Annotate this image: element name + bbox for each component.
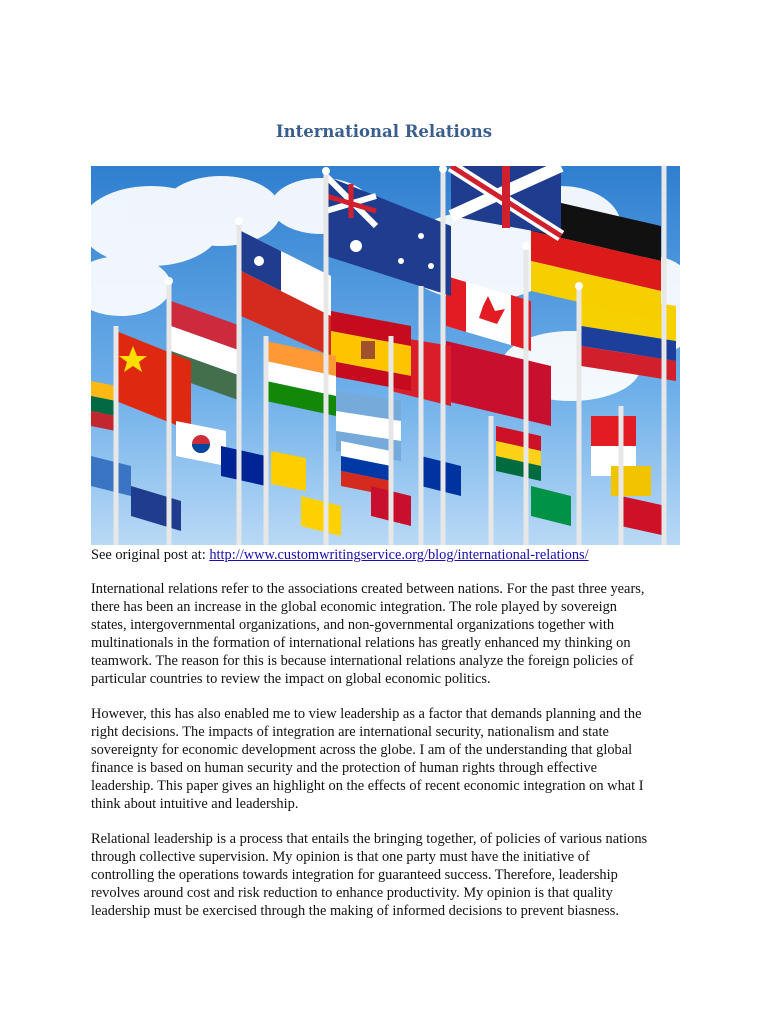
- flags-photo: [91, 166, 680, 545]
- source-line: [91, 546, 691, 564]
- paragraph-2: [91, 706, 691, 813]
- paragraph-line: leadership must be exercised through the making of informed decisions to prevent biasness.: [91, 902, 619, 919]
- paragraph-line: multinationals in the formation of international relations has greatly enhanced my thinking on: [91, 634, 631, 651]
- paragraph-1: [91, 581, 691, 688]
- paragraph-3: [91, 831, 691, 921]
- paragraph-line: controlling the operations towards integration for guaranteed success. Therefore, leadership: [91, 866, 618, 883]
- paragraph-line: sovereignty for economic development across the globe. I am of the understanding that global: [91, 741, 633, 758]
- paragraph-line: Relational leadership is a process that entails the bringing together, of policies of various nations: [91, 831, 648, 847]
- paragraph-line: International relations refer to the associations created between nations. For the past three years,: [91, 581, 645, 597]
- paragraph-line: leadership. This paper gives an highlight on the effects of recent economic integration on what I: [91, 777, 644, 794]
- paragraph-line: through collective supervision. My opinion is that one party must have the initiative of: [91, 848, 590, 865]
- source-label: See original post at:: [91, 547, 206, 563]
- source-link[interactable]: http://www.customwritingservice.org/blog/international-relations/: [209, 547, 589, 563]
- paragraph-line: revolves around cost and risk reduction to enhance productivity. My opinion is that quality: [91, 884, 613, 901]
- paragraph-line: think about intuitive and leadership.: [91, 795, 299, 812]
- paragraph-line: states, intergovernmental organizations, and non-governmental organizations together with: [91, 616, 615, 633]
- paragraph-line: there has been an increase in the global economic integration. The role played by sovereign: [91, 598, 617, 615]
- paragraph-line: finance is based on human security and the protection of human rights through effective: [91, 759, 598, 776]
- paragraph-line: teamwork. The reason for this is because international relations analyze the foreign policies of: [91, 652, 634, 669]
- page-title: International Relations: [275, 122, 493, 141]
- paragraph-line: However, this has also enabled me to view leadership as a factor that demands planning and the: [91, 706, 642, 722]
- flag-left-small: [91, 381, 116, 431]
- paragraph-line: right decisions. The impacts of integration are international security, nationalism and state: [91, 723, 609, 740]
- paragraph-line: particular countries to review the impact on global economic politics.: [91, 670, 491, 687]
